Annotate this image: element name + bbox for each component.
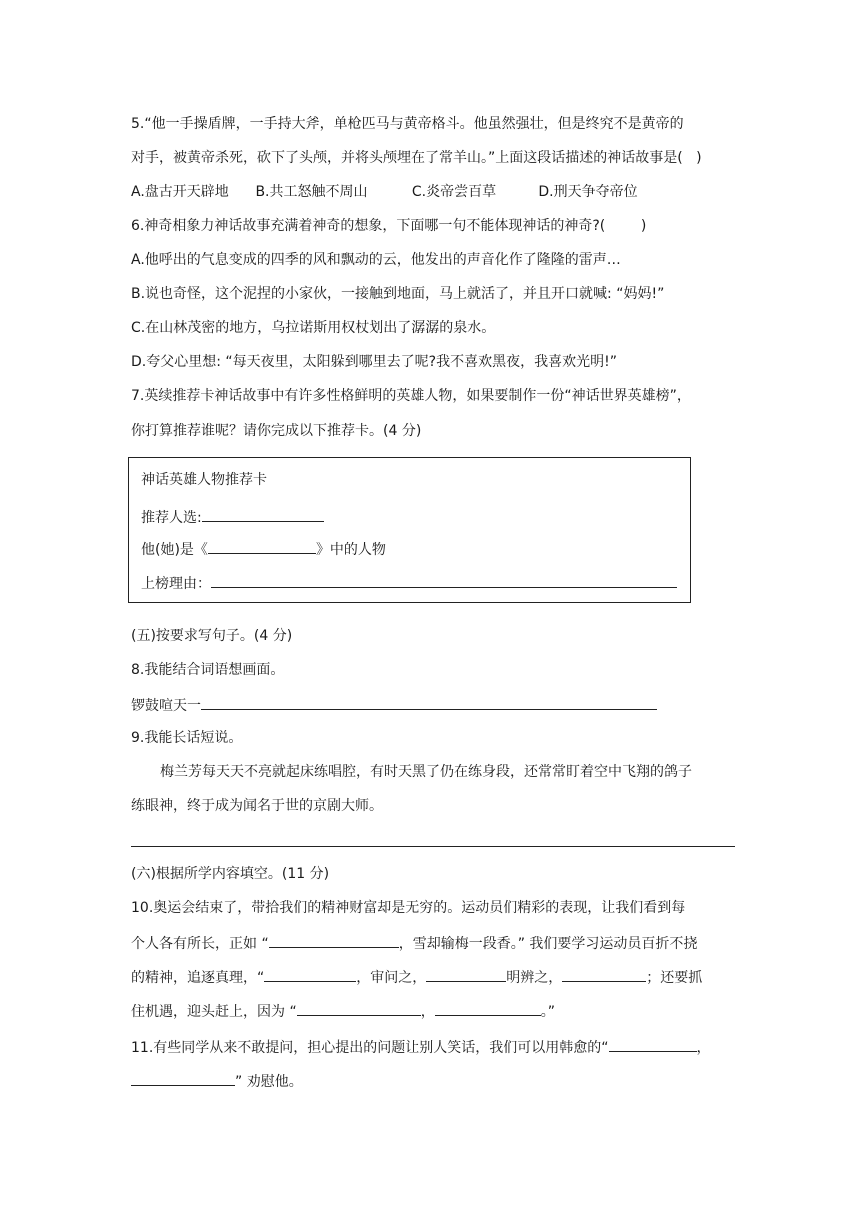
q10-line2 — [131, 932, 697, 954]
q8-blank[interactable] — [201, 694, 657, 710]
q11-blank-2[interactable] — [131, 1070, 235, 1086]
q7-line1: 7.英续推荐卡神话故事中有许多性格鲜明的英雄人物，如果要制作一份“神话世界英雄榜”， — [131, 388, 691, 404]
reason-blank[interactable] — [211, 572, 677, 588]
q5-option-c: C.炎帝尝百草 — [411, 184, 497, 200]
card-source-row — [141, 538, 386, 560]
section-6-heading: (六)根据所学内容填空。(11 分) — [131, 866, 330, 882]
q9-answer-line[interactable] — [131, 846, 735, 847]
q10-line1: 10.奥运会结束了，带拾我们的精神财富却是无穷的。运动员们精彩的表现，让我们看到每 — [131, 900, 686, 916]
q5-option-a: A.盘古开天辟地 — [131, 184, 229, 200]
q8-prompt: 锣鼓喧天一 — [131, 698, 201, 714]
q8-row — [131, 694, 657, 716]
q10-blank-2[interactable] — [264, 966, 356, 982]
q10-text: ，审问之， — [356, 970, 427, 986]
card-title: 神话英雄人物推荐卡 — [141, 472, 267, 488]
q9-passage-line2: 练眼神，终于成为闻名于世的京剧大师。 — [131, 798, 383, 814]
q5-option-d: D.刑天争夺帝位 — [538, 184, 638, 200]
q6-option-c: C.在山林茂密的地方，乌拉诺斯用权杖划出了潺潺的泉水。 — [131, 320, 496, 336]
q11-text: ” 劝慰他。 — [235, 1074, 303, 1090]
q11-line1 — [131, 1036, 711, 1058]
card-reason-row — [141, 572, 677, 594]
q10-blank-6[interactable] — [435, 1000, 541, 1016]
q10-text: 住机遇，迎头赶上，因为 “ — [131, 1004, 297, 1020]
q10-line3 — [131, 966, 702, 988]
reason-label: 上榜理由： — [141, 576, 211, 592]
q6-option-a: A.他呼出的气息变成的四季的风和飘动的云，他发出的声音化作了隆隆的雷声… — [131, 252, 621, 268]
q10-text: ，雪却输梅一段香。” 我们要学习运动员百折不挠 — [398, 936, 698, 952]
q10-blank-3[interactable] — [426, 966, 506, 982]
q10-blank-4[interactable] — [562, 966, 646, 982]
q11-blank-1[interactable] — [609, 1036, 697, 1052]
recommendation-card — [128, 457, 691, 603]
q10-blank-1[interactable] — [269, 932, 399, 948]
q6-option-b: B.说也奇怪，这个泥捏的小家伙，一接触到地面，马上就活了，并且开口就喊: “妈妈!” — [131, 286, 665, 302]
q5-line1: 5.“他一手操盾牌，一手持大斧，单枪匹马与黄帝格斗。他虽然强壮，但是终究不是黄帝的 — [131, 116, 684, 132]
q10-line4 — [131, 1000, 555, 1022]
q10-blank-5[interactable] — [297, 1000, 421, 1016]
card-nominee-row — [141, 506, 324, 528]
section-5-heading: (五)按要求写句子。(4 分) — [131, 628, 293, 644]
q10-text: ；还要抓 — [646, 970, 703, 986]
q11-line2 — [131, 1070, 303, 1092]
q6-option-d: D.夸父心里想: “每天夜里，太阳躲到哪里去了呢?我不喜欢黑夜，我喜欢光明!” — [131, 354, 617, 370]
source-suffix: 》中的人物 — [315, 542, 386, 558]
q5-line2: 对手，被黄帝杀死，砍下了头颅，并将头颅埋在了常羊山。”上面这段话描述的神话故事是( ) — [131, 150, 702, 166]
q11-text: ， — [696, 1040, 711, 1056]
q6-stem: 6.神奇相象力神话故事充满着神奇的想象，下面哪一句不能体现神话的神奇?( ) — [131, 218, 647, 234]
q5-options — [131, 182, 638, 202]
q10-text: 的精神，追逐真理，“ — [131, 970, 265, 986]
q10-text: ， — [420, 1004, 435, 1020]
q10-text: 明辨之， — [506, 970, 563, 986]
source-blank[interactable] — [208, 538, 316, 554]
q8-stem: 8.我能结合词语想画面。 — [131, 662, 285, 678]
q11-text: 11.有些同学从来不敢提问，担心提出的问题让别人笑话，我们可以用韩愈的“ — [131, 1040, 609, 1056]
nominee-blank[interactable] — [202, 506, 324, 522]
source-prefix: 他(她)是《 — [141, 542, 208, 558]
q9-stem: 9.我能长话短说。 — [131, 730, 243, 746]
q10-text: 个人各有所长，正如 “ — [131, 936, 269, 952]
q9-passage-line1: 梅兰芳每天天不亮就起床练唱腔，有时天黑了仍在练身段，还常常盯着空中飞翔的鸽子 — [160, 764, 692, 780]
q10-text: 。” — [540, 1004, 555, 1020]
q7-line2: 你打算推荐谁呢？请你完成以下推荐卡。(4 分) — [131, 423, 422, 439]
q5-option-b: B.共工怒触不周山 — [255, 184, 368, 200]
nominee-label: 推荐人选: — [141, 510, 202, 526]
